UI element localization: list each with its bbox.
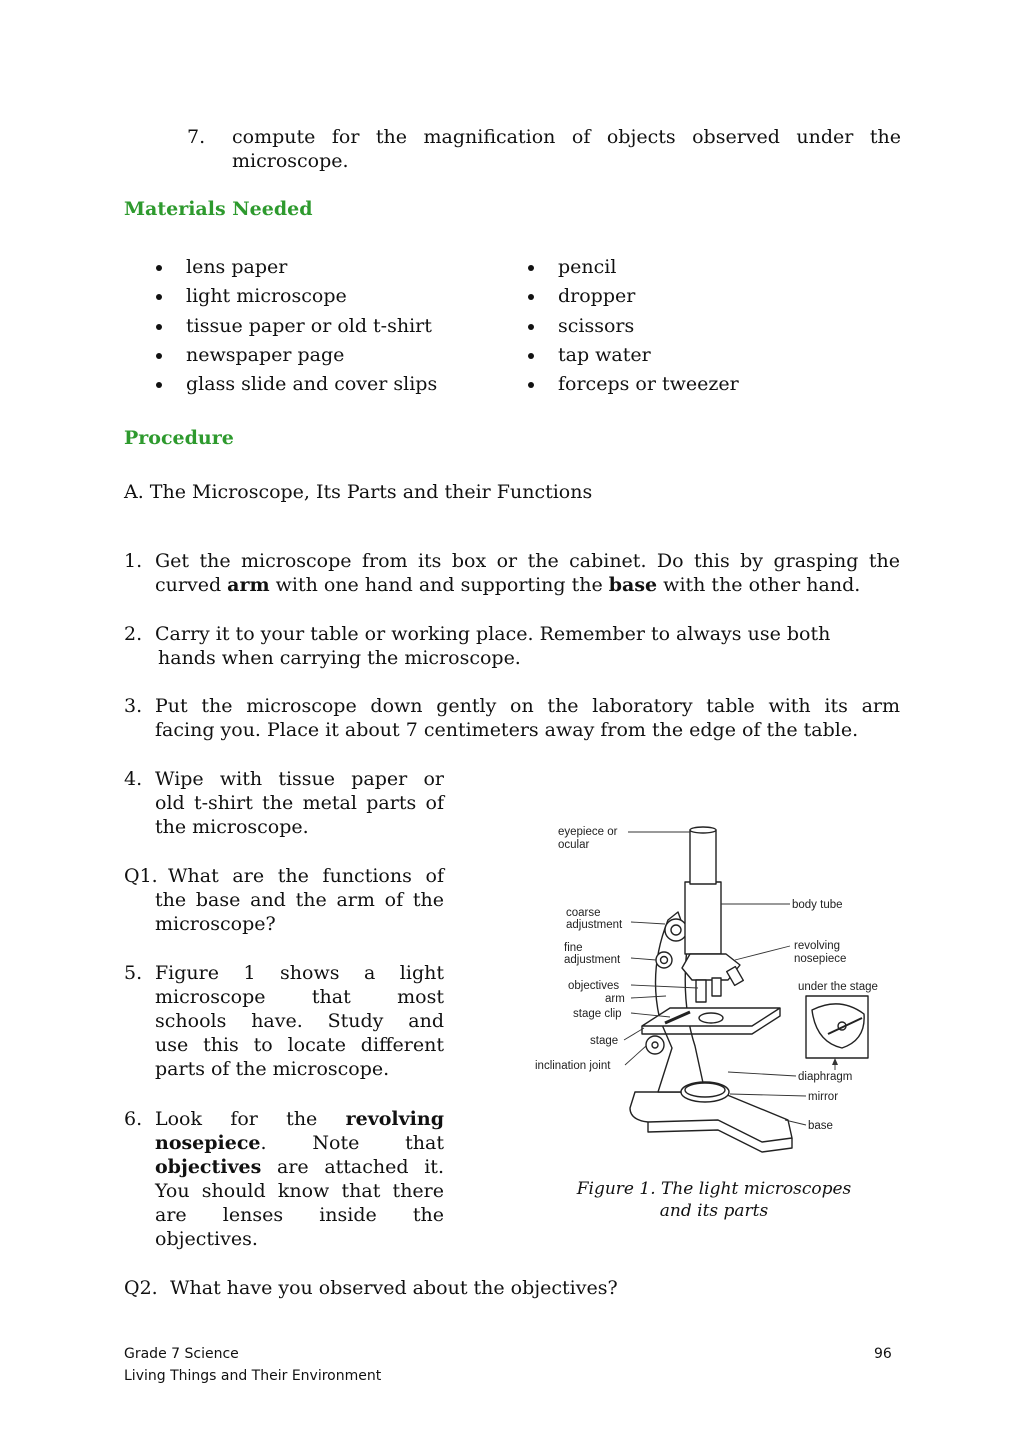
step-5-line-5: parts of the microscope.: [155, 1058, 390, 1080]
objective-line-2: microscope.: [232, 150, 349, 172]
procedure-step-5: [124, 961, 444, 1083]
label-stage-clip: stage clip: [573, 1008, 622, 1020]
term-arm: arm: [227, 574, 270, 596]
objective-shape: [696, 980, 706, 1002]
label-under-stage: under the stage: [798, 981, 878, 993]
material-item: scissors: [525, 314, 739, 343]
section-a-heading: A. The Microscope, Its Parts and their Functions: [124, 481, 593, 503]
step-2-line-2: hands when carrying the microscope.: [158, 647, 521, 669]
label-fine-2: adjustment: [564, 954, 621, 966]
step-1-line-2: curved arm with one hand and supporting the base with the other hand.: [155, 574, 861, 596]
label-eyepiece-2: ocular: [558, 839, 590, 851]
step-4-line-3: the microscope.: [155, 816, 309, 838]
step-3-line-2: facing you. Place it about 7 centimeters away from the edge of the table.: [155, 719, 859, 741]
material-item: newspaper page: [153, 343, 437, 372]
procedure-step-6: [124, 1107, 444, 1253]
procedure-step-1: [124, 549, 900, 599]
materials-list-right: [525, 255, 739, 401]
term-revolving: revolving: [345, 1108, 444, 1130]
step-2-line-1: Carry it to your table or working place. Remember to always use both: [155, 623, 831, 645]
step-6-line-6: objectives.: [155, 1228, 258, 1250]
step-6-line-4: You should know that there: [155, 1180, 444, 1202]
step-number: 2.: [124, 623, 143, 645]
label-coarse-2: adjustment: [566, 919, 623, 931]
material-item: tap water: [525, 343, 739, 372]
material-item: tissue paper or old t-shirt: [153, 314, 437, 343]
material-item: dropper: [525, 284, 739, 313]
label-eyepiece-1: eyepiece or: [558, 826, 618, 838]
step-5-line-4: use this to locate different: [155, 1034, 444, 1056]
term-objectives: objectives: [155, 1156, 262, 1178]
procedure-step-2: [124, 622, 900, 672]
label-body-tube: body tube: [792, 899, 843, 911]
q1-line-2: the base and the arm of the: [155, 889, 444, 911]
label-objectives: objectives: [568, 980, 620, 992]
under-stage-inset: [806, 996, 868, 1058]
label-mirror: mirror: [808, 1091, 839, 1103]
term-nosepiece: nosepiece: [155, 1132, 261, 1154]
question-1: [124, 864, 444, 938]
label-coarse-1: coarse: [566, 907, 601, 919]
question-number: Q1.: [124, 865, 158, 887]
step-number: 5.: [124, 962, 143, 984]
objective-line-1: compute for the magnification of objects observed under the: [232, 126, 901, 148]
label-stage: stage: [590, 1035, 619, 1047]
eyepiece-shape: [690, 830, 716, 884]
step-number: 3.: [124, 695, 143, 717]
label-base: base: [808, 1120, 833, 1132]
step-5-line-2: microscope that most: [155, 986, 444, 1008]
microscope-figure: [530, 820, 910, 1165]
step-5-line-1: Figure 1 shows a light: [155, 962, 444, 984]
step-6-line-2: nosepiece. Note that: [155, 1132, 444, 1154]
footer-course: Grade 7 Science: [124, 1346, 239, 1362]
objective-7: [187, 125, 901, 175]
q1-line-1: What are the functions of: [168, 865, 444, 887]
figure-caption-line-1: Figure 1. The light microscopes: [576, 1179, 852, 1199]
step-4-line-1: Wipe with tissue paper or: [155, 768, 444, 790]
step-number: 1.: [124, 550, 143, 572]
body-tube-shape: [685, 882, 721, 954]
step-number: 6.: [124, 1108, 143, 1130]
label-inclination: inclination joint: [535, 1060, 611, 1072]
label-fine-1: fine: [564, 942, 583, 954]
footer-unit: Living Things and Their Environment: [124, 1368, 382, 1384]
figure-caption-line-2: and its parts: [659, 1201, 769, 1221]
label-revolving-1: revolving: [794, 940, 841, 952]
procedure-step-3: [124, 694, 900, 744]
objective-number: 7.: [187, 126, 206, 148]
q1-line-3: microscope?: [155, 913, 276, 935]
step-number: 4.: [124, 768, 143, 790]
materials-heading: Materials Needed: [124, 198, 313, 220]
label-arm: arm: [605, 993, 625, 1005]
label-diaphragm: diaphragm: [798, 1071, 853, 1083]
step-5-line-3: schools have. Study and: [155, 1010, 444, 1032]
step-6-line-3: objectives are attached it.: [155, 1156, 444, 1178]
materials-list-left: [153, 255, 437, 401]
objective-shape: [727, 967, 744, 986]
step-3-line-1: Put the microscope down gently on the laboratory table with its arm: [155, 695, 900, 717]
objective-shape: [712, 978, 721, 996]
step-6-line-5: are lenses inside the: [155, 1204, 444, 1226]
figure-caption: [552, 1178, 876, 1222]
question-number: Q2.: [124, 1277, 158, 1299]
material-item: glass slide and cover slips: [153, 372, 437, 401]
procedure-heading: Procedure: [124, 427, 234, 449]
label-revolving-2: nosepiece: [794, 953, 847, 965]
procedure-step-4: [124, 767, 444, 841]
step-6-line-1: Look for the revolving: [155, 1108, 444, 1130]
page-number: 96: [874, 1346, 892, 1362]
question-2: [124, 1276, 900, 1302]
q2-text: What have you observed about the objectives?: [170, 1277, 618, 1299]
step-4-line-2: old t-shirt the metal parts of: [155, 792, 444, 814]
material-item: pencil: [525, 255, 739, 284]
material-item: light microscope: [153, 284, 437, 313]
term-base: base: [608, 574, 658, 596]
material-item: forceps or tweezer: [525, 372, 739, 401]
material-item: lens paper: [153, 255, 437, 284]
step-1-line-1: Get the microscope from its box or the cabinet. Do this by grasping the: [155, 550, 900, 572]
